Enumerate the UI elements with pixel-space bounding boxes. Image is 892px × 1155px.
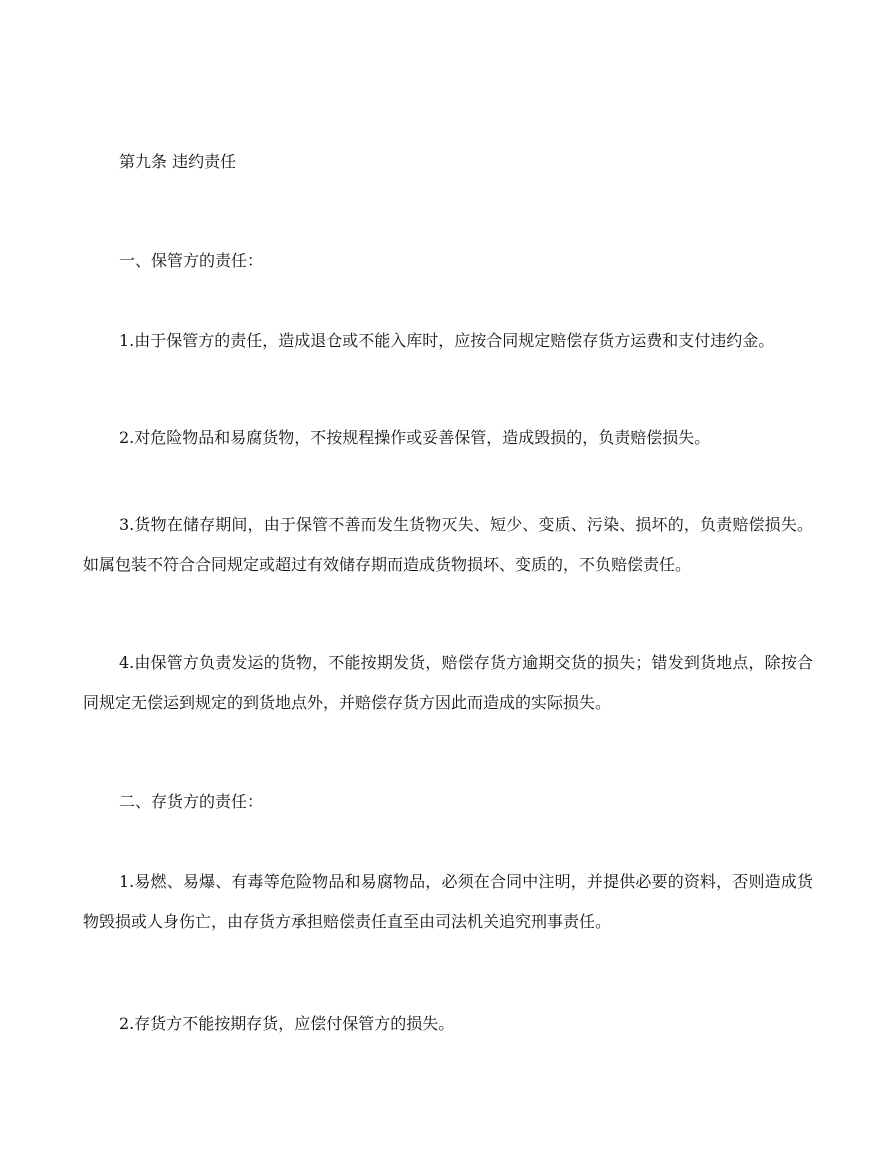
section-heading-depositor: 二、存货方的责任： xyxy=(119,792,264,811)
depositor-clause-2: 2.存货方不能按期存货，应偿付保管方的损失。 xyxy=(119,1014,455,1033)
section-heading-keeper: 一、保管方的责任： xyxy=(119,251,264,270)
article-title: 第九条 违约责任 xyxy=(119,152,237,171)
keeper-clause-1: 1.由于保管方的责任，造成退仓或不能入库时，应按合同规定赔偿存货方运费和支付违约金。 xyxy=(119,331,775,350)
keeper-clause-2: 2.对危险物品和易腐货物，不按规程操作或妥善保管，造成毁损的，负责赔偿损失。 xyxy=(119,428,711,447)
keeper-clause-3: 3.货物在储存期间，由于保管不善而发生货物灭失、短少、变质、污染、损坏的，负责赔偿损失。如属包装不符合合同规定或超过有效储存期而造成货物损坏、变质的，不负赔偿责任。 xyxy=(83,515,813,574)
depositor-clause-1: 1.易燃、易爆、有毒等危险物品和易腐物品，必须在合同中注明，并提供必要的资料，否则造成货物毁损或人身伤亡，由存货方承担赔偿责任直至由司法机关追究刑事责任。 xyxy=(83,872,813,931)
keeper-clause-4: 4.由保管方负责发运的货物，不能按期发货，赔偿存货方逾期交货的损失；错发到货地点，除按合同规定无偿运到规定的到货地点外，并赔偿存货方因此而造成的实际损失。 xyxy=(83,653,813,712)
